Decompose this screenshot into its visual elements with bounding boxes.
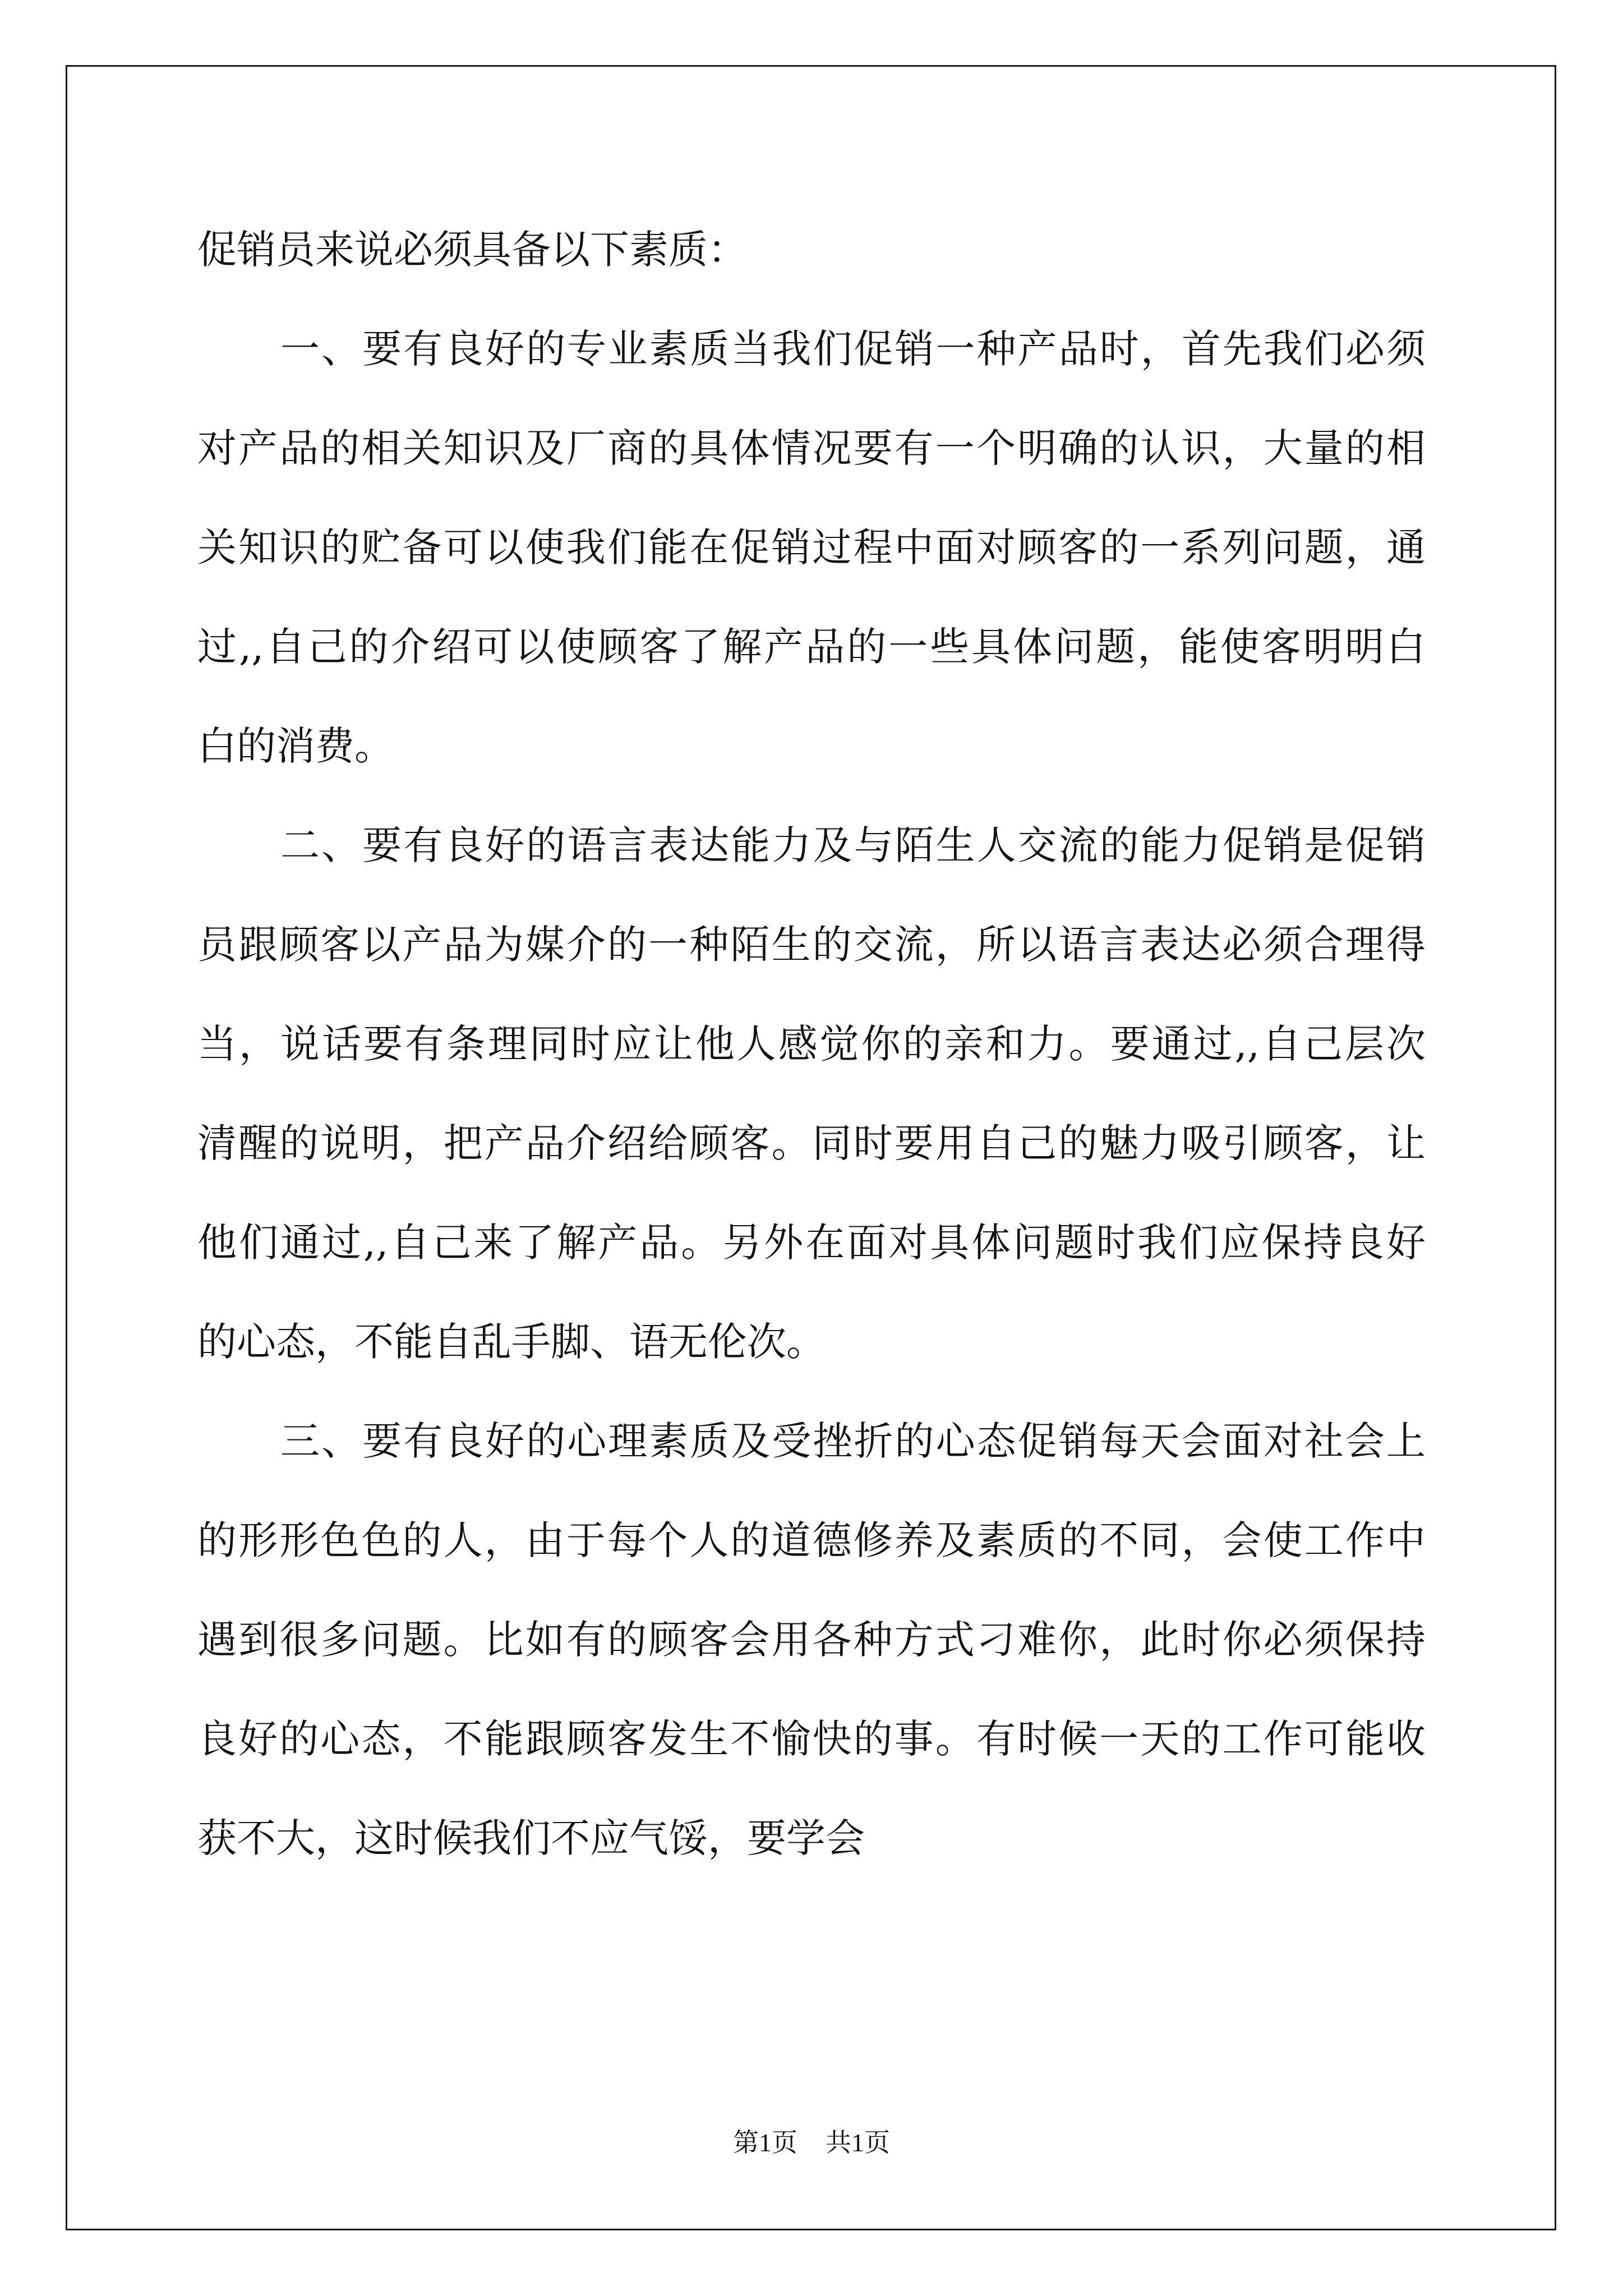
page-number: 第1页 xyxy=(733,2128,797,2157)
text-line: 清醒的说明，把产品介绍给顾客。同时要用自己的魅力吸引顾客，让 xyxy=(197,1120,1426,1166)
text-line: 对产品的相关知识及厂商的具体情况要有一个明确的认识，大量的相 xyxy=(197,425,1426,471)
text-line: 过,,自己的介绍可以使顾客了解产品的一些具体问题，能使客明明白 xyxy=(197,624,1426,670)
text-line: 的形形色色的人，由于每个人的道德修养及素质的不同，会使工作中 xyxy=(197,1517,1426,1563)
text-line: 关知识的贮备可以使我们能在促销过程中面对顾客的一系列问题，通 xyxy=(197,524,1426,570)
text-line: 当，说话要有条理同时应让他人感觉你的亲和力。要通过,,自己层次 xyxy=(197,1021,1426,1067)
text-line: 一、要有良好的专业素质当我们促销一种产品时，首先我们必须 xyxy=(280,326,1426,372)
page-total: 共1页 xyxy=(826,2128,890,2157)
text-line: 的心态，不能自乱手脚、语无伦次。 xyxy=(197,1319,826,1365)
text-line: 遇到很多问题。比如有的顾客会用各种方式刁难你，此时你必须保持 xyxy=(197,1617,1426,1663)
text-line: 白的消费。 xyxy=(197,723,394,769)
text-line: 促销员来说必须具备以下素质： xyxy=(197,227,747,273)
text-line: 员跟顾客以产品为媒介的一种陌生的交流，所以语言表达必须合理得 xyxy=(197,922,1426,968)
text-line: 二、要有良好的语言表达能力及与陌生人交流的能力促销是促销 xyxy=(280,822,1426,868)
page-footer xyxy=(0,2126,1623,2160)
text-line: 良好的心态，不能跟顾客发生不愉快的事。有时候一天的工作可能收 xyxy=(197,1716,1426,1762)
text-line: 他们通过,,自己来了解产品。另外在面对具体问题时我们应保持良好 xyxy=(197,1220,1426,1266)
text-line: 获不大，这时候我们不应气馁，要学会 xyxy=(197,1815,865,1861)
text-line: 三、要有良好的心理素质及受挫折的心态促销每天会面对社会上 xyxy=(280,1418,1426,1464)
